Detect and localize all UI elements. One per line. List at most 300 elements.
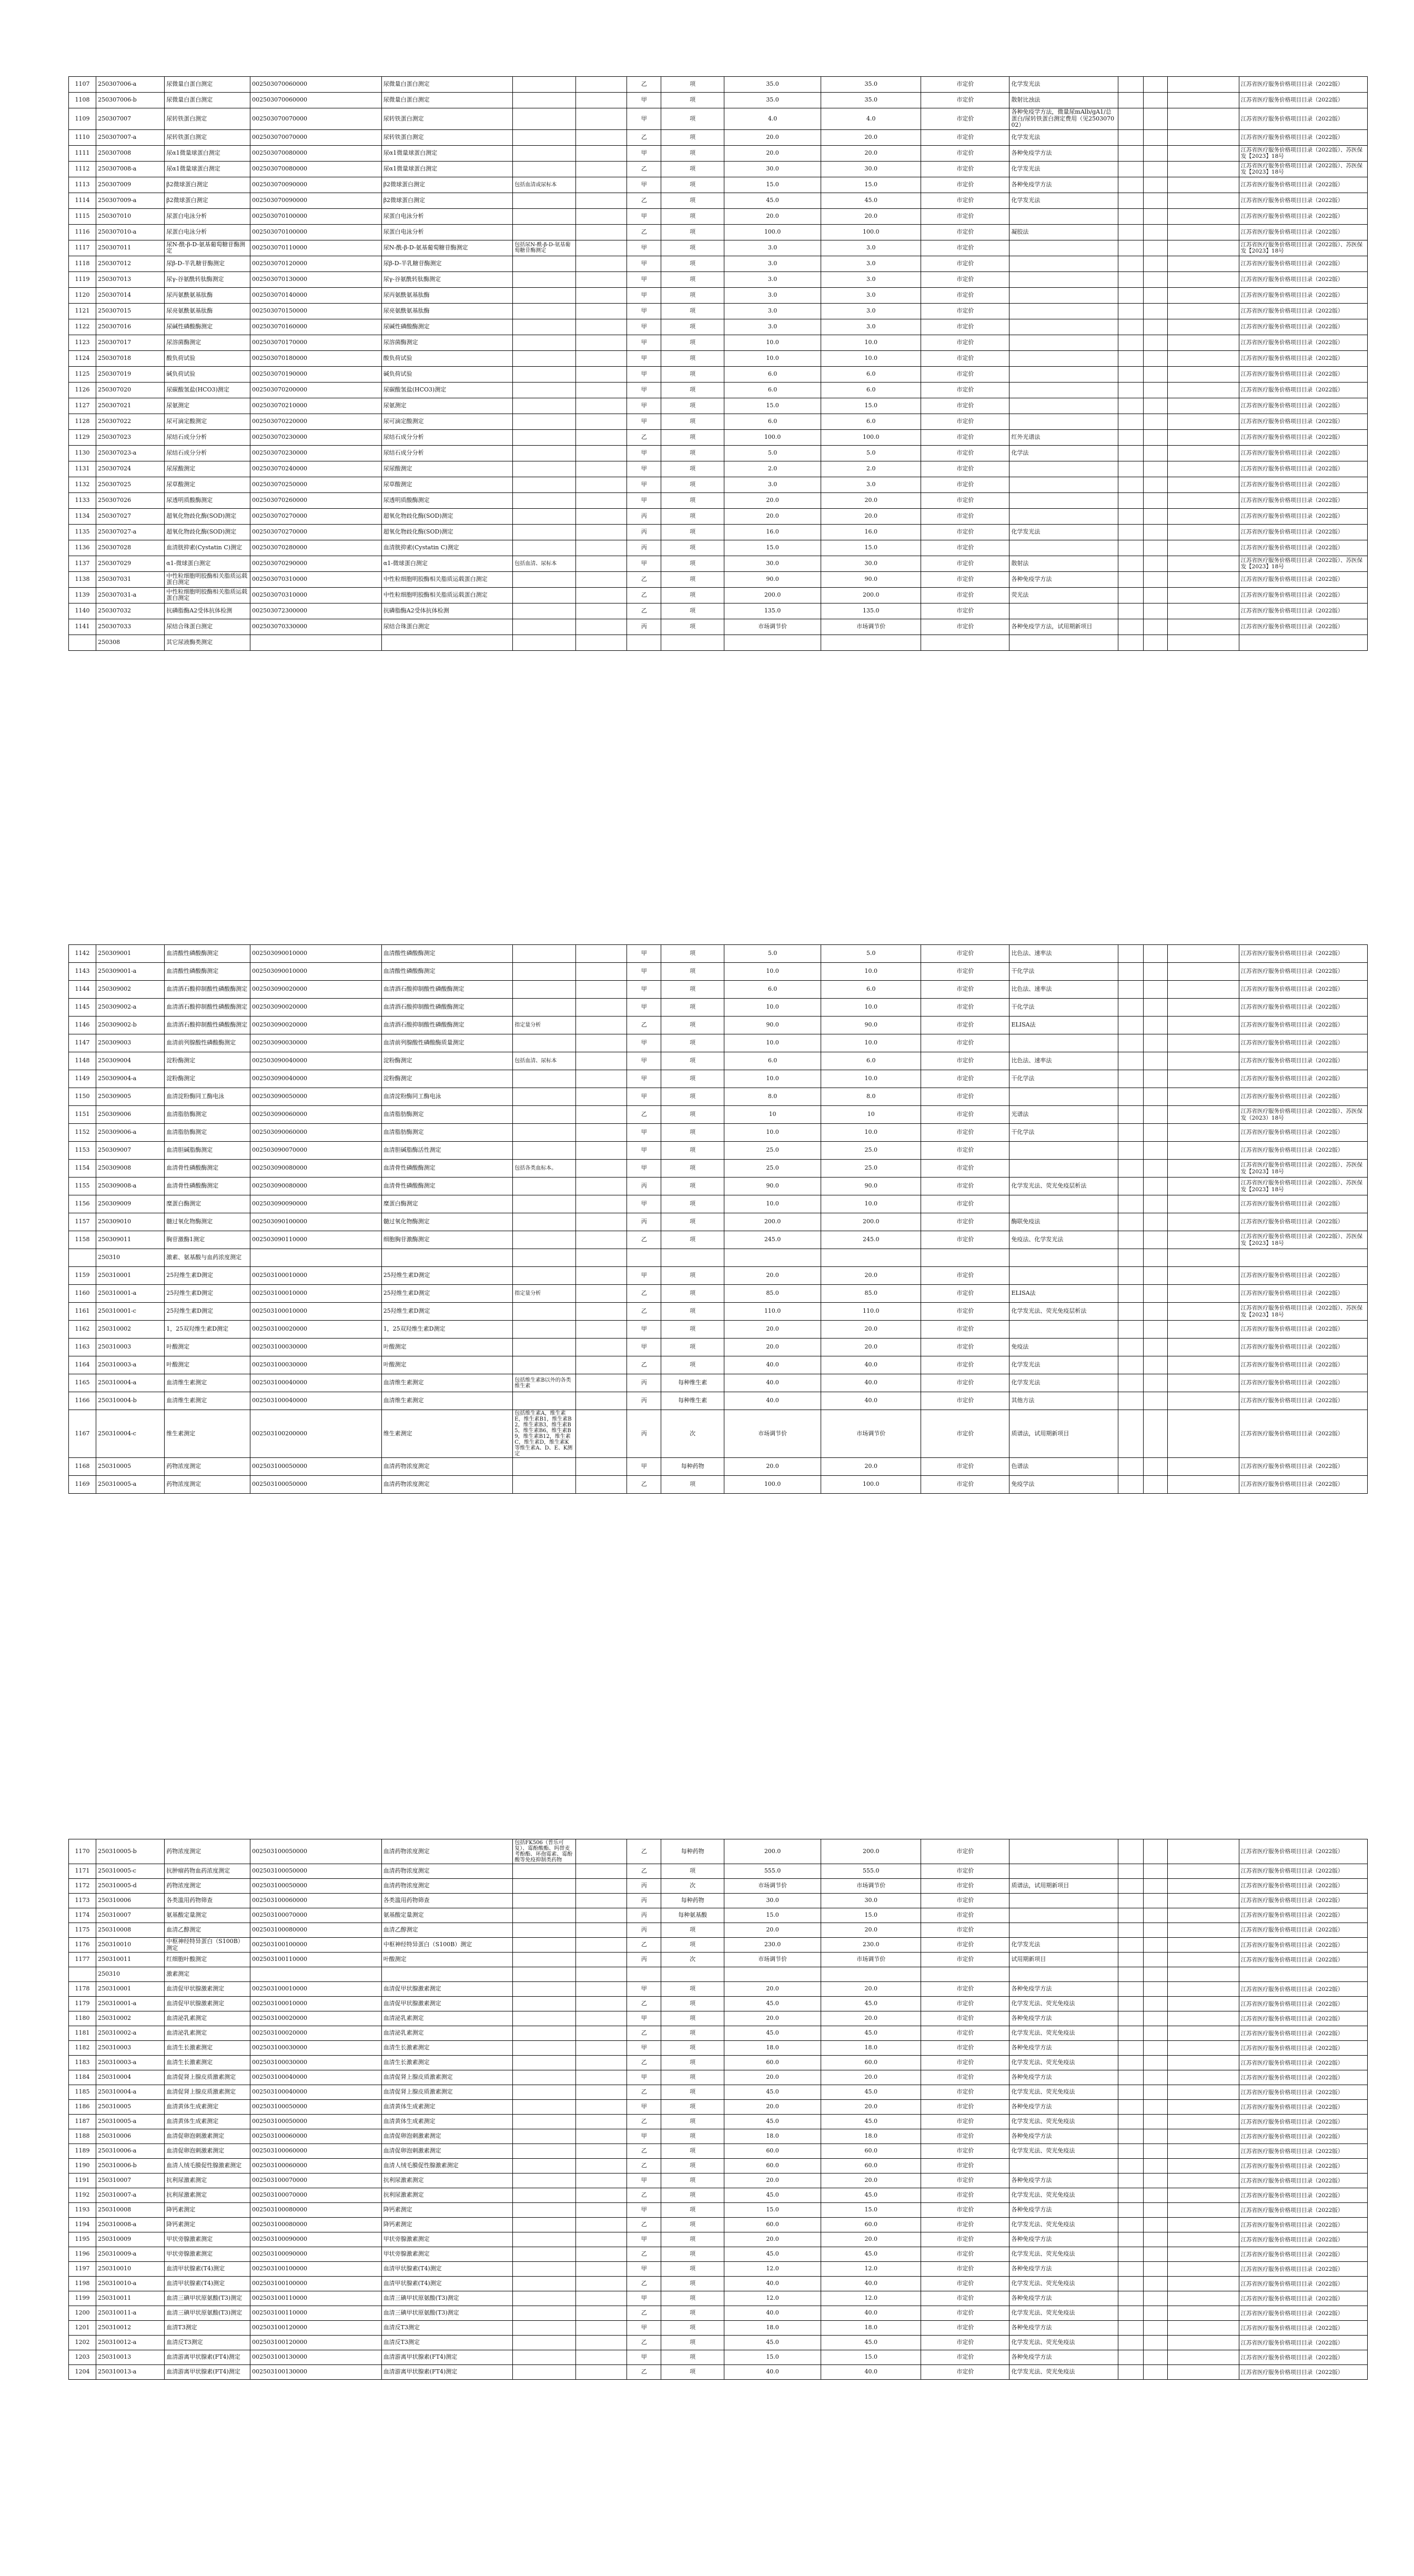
cell-nature: 市定价	[921, 524, 1009, 540]
cell-gap3	[1144, 1894, 1168, 1908]
cell-fee-code: 002503100040000	[250, 1374, 382, 1392]
cell-gap2	[1118, 2321, 1144, 2336]
cell-gap3	[1144, 1458, 1168, 1476]
cell-fee-code: 002503100100000	[250, 2277, 382, 2291]
cell-note	[513, 1231, 575, 1249]
cell-gap4	[1168, 1374, 1239, 1392]
cell-gap3	[1144, 1997, 1168, 2011]
cell-gap3	[1144, 2262, 1168, 2277]
table-row	[69, 429, 1368, 445]
cell-name: 血清促甲状腺激素测定	[165, 1997, 250, 2011]
cell-p1: 35.0	[724, 77, 821, 93]
cell-p2: 12.0	[821, 2291, 921, 2306]
table-row	[69, 571, 1368, 587]
cell-src: 江苏省医疗服务价格项目目录（2022版）	[1239, 2203, 1367, 2218]
cell-gap3	[1144, 414, 1168, 429]
cell-p1: 40.0	[724, 1392, 821, 1410]
cell-gap3	[1144, 635, 1168, 650]
cell-note	[513, 2336, 575, 2350]
cell-name: 降钙素测定	[165, 2218, 250, 2232]
cell-note	[513, 1249, 575, 1267]
cell-p1: 230.0	[724, 1938, 821, 1953]
cell-p1: 15.0	[724, 398, 821, 414]
cell-src: 江苏省医疗服务价格项目目录（2022版）	[1239, 571, 1367, 587]
cell-gap1	[575, 193, 627, 208]
cell-gap4	[1168, 1879, 1239, 1894]
cell-name: 药物浓度测定	[165, 1839, 250, 1864]
table-row	[69, 2115, 1368, 2129]
cell-src: 江苏省医疗服务价格项目目录（2022版）	[1239, 2159, 1367, 2174]
cell-method: 化学发光法、荧光免疫层析法	[1009, 1303, 1118, 1321]
cell-src: 江苏省医疗服务价格项目目录（2022版）	[1239, 2365, 1367, 2380]
cell-note	[513, 1106, 575, 1124]
table-row	[69, 1034, 1368, 1052]
cell-gap1	[575, 1195, 627, 1213]
cell-gap2	[1118, 619, 1144, 635]
cell-fee-code: 002503070100000	[250, 224, 382, 240]
cell-gap4	[1168, 445, 1239, 461]
cell-unit: 项	[661, 303, 724, 319]
cell-fee-code: 002503070180000	[250, 350, 382, 366]
cell-gap2	[1118, 1476, 1144, 1494]
cell-gap3	[1144, 256, 1168, 271]
cell-fee-code: 002503090020000	[250, 981, 382, 999]
cell-nature: 市定价	[921, 2041, 1009, 2056]
table-row	[69, 508, 1368, 524]
cell-method: 比色法、速率法	[1009, 945, 1118, 963]
cell-p1: 8.0	[724, 1088, 821, 1106]
cell-no: 1198	[69, 2277, 96, 2291]
cell-gap1	[575, 1017, 627, 1034]
cell-fee-code: 002503100050000	[250, 1839, 382, 1864]
cell-src: 江苏省医疗服务价格项目目录（2022版）	[1239, 77, 1367, 93]
cell-gap2	[1118, 1410, 1144, 1458]
cell-nature: 市定价	[921, 2011, 1009, 2026]
cell-no: 1134	[69, 508, 96, 524]
cell-src: 江苏省医疗服务价格项目目录（2022版）	[1239, 93, 1367, 108]
cell-no: 1147	[69, 1034, 96, 1052]
cell-fee-code: 002503070070000	[250, 129, 382, 145]
cell-gap3	[1144, 2277, 1168, 2291]
cell-unit: 项	[661, 1124, 724, 1142]
cell-no: 1136	[69, 540, 96, 556]
cell-p2: 200.0	[821, 1839, 921, 1864]
cell-name: 降钙素测定	[165, 2203, 250, 2218]
cell-no: 1195	[69, 2232, 96, 2247]
cell-gap1	[575, 2026, 627, 2041]
cell-gap2	[1118, 492, 1144, 508]
cell-no: 1130	[69, 445, 96, 461]
cell-fee-code: 002503100010000	[250, 1267, 382, 1285]
cell-p1: 10.0	[724, 999, 821, 1017]
cell-fee-name	[381, 1967, 513, 1982]
cell-gap3	[1144, 208, 1168, 224]
cell-type: 甲	[627, 2262, 661, 2277]
cell-fee-name: 尿蛋白电泳分析	[381, 224, 513, 240]
cell-no: 1197	[69, 2262, 96, 2277]
table-row	[69, 382, 1368, 398]
cell-p1: 45.0	[724, 193, 821, 208]
cell-gap4	[1168, 2159, 1239, 2174]
cell-fee-code: 002503100070000	[250, 2174, 382, 2188]
cell-nature: 市定价	[921, 1953, 1009, 1967]
cell-nature: 市定价	[921, 1124, 1009, 1142]
cell-name: 血清促卵泡刺激素测定	[165, 2144, 250, 2159]
cell-fee-code: 002503070130000	[250, 271, 382, 287]
cell-src: 江苏省医疗服务价格项目目录（2022版）	[1239, 1908, 1367, 1923]
cell-gap1	[575, 2115, 627, 2129]
cell-code: 250310006-a	[96, 2144, 165, 2159]
cell-code: 250310002-a	[96, 2026, 165, 2041]
cell-p2: 20.0	[821, 492, 921, 508]
cell-src: 江苏省医疗服务价格项目目录（2022版）	[1239, 193, 1367, 208]
cell-gap4	[1168, 256, 1239, 271]
cell-unit: 项	[661, 287, 724, 303]
cell-gap4	[1168, 477, 1239, 492]
table-row	[69, 1953, 1368, 1967]
cell-fee-code: 002503070270000	[250, 508, 382, 524]
cell-fee-name: 尿α1微量球蛋白测定	[381, 161, 513, 177]
cell-gap1	[575, 2321, 627, 2336]
price-table-block-1	[68, 76, 1368, 651]
cell-fee-code: 002503072300000	[250, 603, 382, 619]
cell-no: 1145	[69, 999, 96, 1017]
cell-gap3	[1144, 2218, 1168, 2232]
table-row	[69, 1124, 1368, 1142]
cell-no: 1132	[69, 477, 96, 492]
cell-method: 免疫法	[1009, 1339, 1118, 1356]
cell-gap4	[1168, 2188, 1239, 2203]
cell-gap2	[1118, 2159, 1144, 2174]
cell-gap3	[1144, 319, 1168, 335]
cell-method	[1009, 1923, 1118, 1938]
cell-p2: 20.0	[821, 1923, 921, 1938]
cell-gap1	[575, 414, 627, 429]
cell-name: 尿α1微量球蛋白测定	[165, 161, 250, 177]
cell-nature: 市定价	[921, 1195, 1009, 1213]
table-row	[69, 603, 1368, 619]
cell-type: 丙	[627, 1908, 661, 1923]
cell-nature: 市定价	[921, 2144, 1009, 2159]
cell-nature: 市定价	[921, 2291, 1009, 2306]
cell-src: 江苏省医疗服务价格项目目录（2022版）	[1239, 999, 1367, 1017]
cell-no: 1112	[69, 161, 96, 177]
cell-note	[513, 108, 575, 130]
cell-gap2	[1118, 2291, 1144, 2306]
cell-note: 包括血清、尿标本	[513, 1052, 575, 1070]
table-row	[69, 224, 1368, 240]
cell-src: 江苏省医疗服务价格项目目录（2022版）	[1239, 1953, 1367, 1967]
cell-code: 250310	[96, 1249, 165, 1267]
cell-gap4	[1168, 93, 1239, 108]
cell-gap4	[1168, 145, 1239, 161]
cell-code: 250310004	[96, 2070, 165, 2085]
cell-p2: 45.0	[821, 1997, 921, 2011]
cell-fee-name: 抗利尿激素测定	[381, 2174, 513, 2188]
cell-no: 1190	[69, 2159, 96, 2174]
cell-name: 抗磷脂酶A2受体抗体检测	[165, 603, 250, 619]
cell-fee-name: 血清骨性磷酸酶测定	[381, 1160, 513, 1178]
cell-no: 1177	[69, 1953, 96, 1967]
cell-gap2	[1118, 1879, 1144, 1894]
cell-p1: 10.0	[724, 335, 821, 350]
cell-p1: 110.0	[724, 1303, 821, 1321]
cell-method	[1009, 492, 1118, 508]
cell-name: 血清骨性磷酸酶测定	[165, 1160, 250, 1178]
cell-note	[513, 1178, 575, 1195]
cell-gap4	[1168, 945, 1239, 963]
table-row	[69, 1106, 1368, 1124]
cell-no: 1115	[69, 208, 96, 224]
cell-fee-name: 淀粉酶测定	[381, 1070, 513, 1088]
cell-src: 江苏省医疗服务价格项目目录（2022版）、苏医保发【2023】18号	[1239, 240, 1367, 256]
cell-code: 250307006-a	[96, 77, 165, 93]
cell-gap4	[1168, 571, 1239, 587]
cell-gap4	[1168, 1410, 1239, 1458]
cell-code: 250307009-a	[96, 193, 165, 208]
cell-name: 血清促肾上腺皮质激素测定	[165, 2085, 250, 2100]
cell-gap1	[575, 1938, 627, 1953]
cell-fee-name: 血清促卵泡刺激素测定	[381, 2144, 513, 2159]
cell-code: 250307011	[96, 240, 165, 256]
cell-gap3	[1144, 999, 1168, 1017]
cell-nature: 市定价	[921, 1392, 1009, 1410]
cell-gap2	[1118, 2070, 1144, 2085]
table-row	[69, 1894, 1368, 1908]
cell-method: 各种免疫学方法，微量尿mAlb/gA1/总蛋白/尿转铁蛋白测定费用（见250307002）	[1009, 108, 1118, 130]
cell-method: 化学发光法、荧光免疫法	[1009, 2365, 1118, 2380]
cell-src: 江苏省医疗服务价格项目目录（2022版）	[1239, 2174, 1367, 2188]
cell-name: 药物浓度测定	[165, 1476, 250, 1494]
cell-name: 尿氨测定	[165, 398, 250, 414]
cell-nature: 市定价	[921, 398, 1009, 414]
table-row	[69, 2100, 1368, 2115]
cell-gap4	[1168, 2174, 1239, 2188]
cell-fee-code	[250, 635, 382, 650]
cell-gap2	[1118, 1356, 1144, 1374]
cell-p2: 18.0	[821, 2321, 921, 2336]
cell-code: 250309008	[96, 1160, 165, 1178]
cell-gap3	[1144, 429, 1168, 445]
cell-code: 250310011	[96, 1953, 165, 1967]
cell-src: 江苏省医疗服务价格项目目录（2022版）	[1239, 1142, 1367, 1160]
cell-no: 1129	[69, 429, 96, 445]
cell-method	[1009, 540, 1118, 556]
cell-fee-name: 尿结石成分分析	[381, 429, 513, 445]
cell-p1: 90.0	[724, 571, 821, 587]
cell-gap1	[575, 2174, 627, 2188]
cell-gap1	[575, 492, 627, 508]
cell-p1: 30.0	[724, 556, 821, 571]
cell-type: 甲	[627, 335, 661, 350]
cell-nature: 市定价	[921, 145, 1009, 161]
cell-fee-name: 碱负荷试验	[381, 366, 513, 382]
cell-nature: 市定价	[921, 2188, 1009, 2203]
cell-fee-name: 血清反T3测定	[381, 2321, 513, 2336]
cell-src: 江苏省医疗服务价格项目目录（2022版）	[1239, 350, 1367, 366]
cell-type: 甲	[627, 999, 661, 1017]
cell-gap1	[575, 303, 627, 319]
cell-gap2	[1118, 461, 1144, 477]
cell-unit: 项	[661, 2247, 724, 2262]
table-row	[69, 1356, 1368, 1374]
cell-name: 血清胱抑素(Cystatin C)测定	[165, 540, 250, 556]
cell-gap3	[1144, 1052, 1168, 1070]
cell-gap4	[1168, 2203, 1239, 2218]
cell-gap2	[1118, 177, 1144, 193]
cell-p2: 18.0	[821, 2041, 921, 2056]
cell-unit: 项	[661, 2100, 724, 2115]
cell-p1: 12.0	[724, 2291, 821, 2306]
cell-no: 1189	[69, 2144, 96, 2159]
cell-gap1	[575, 1839, 627, 1864]
cell-src: 江苏省医疗服务价格项目目录（2022版）	[1239, 2115, 1367, 2129]
cell-method: 各种免疫学方法	[1009, 2100, 1118, 2115]
cell-method: 化学发光法、荧光免疫法	[1009, 2188, 1118, 2203]
cell-fee-name: 尿结石成分分析	[381, 445, 513, 461]
cell-gap2	[1118, 1106, 1144, 1124]
cell-no: 1160	[69, 1285, 96, 1303]
cell-nature: 市定价	[921, 1034, 1009, 1052]
cell-fee-name: 尿溶菌酶测定	[381, 335, 513, 350]
cell-gap4	[1168, 414, 1239, 429]
cell-no: 1116	[69, 224, 96, 240]
cell-name: 血清泌乳素测定	[165, 2026, 250, 2041]
cell-code: 250307010	[96, 208, 165, 224]
cell-note	[513, 1953, 575, 1967]
cell-fee-code: 002503100050000	[250, 1458, 382, 1476]
cell-type: 乙	[627, 2144, 661, 2159]
cell-note	[513, 161, 575, 177]
cell-nature: 市定价	[921, 193, 1009, 208]
cell-fee-code: 002503090080000	[250, 1160, 382, 1178]
cell-method	[1009, 382, 1118, 398]
cell-p2: 20.0	[821, 1982, 921, 1997]
cell-type: 甲	[627, 93, 661, 108]
cell-gap3	[1144, 240, 1168, 256]
cell-fee-code: 002503100100000	[250, 2262, 382, 2277]
cell-p1: 20.0	[724, 2232, 821, 2247]
cell-p1: 5.0	[724, 445, 821, 461]
cell-nature: 市定价	[921, 540, 1009, 556]
cell-method	[1009, 508, 1118, 524]
cell-code: 250307026	[96, 492, 165, 508]
cell-gap3	[1144, 1178, 1168, 1195]
cell-no: 1185	[69, 2085, 96, 2100]
cell-fee-name: 血清三碘甲状原氨酸(T3)测定	[381, 2291, 513, 2306]
price-table-block-3	[68, 1839, 1368, 2380]
cell-note	[513, 2129, 575, 2144]
cell-type: 丙	[627, 524, 661, 540]
cell-p2: 2.0	[821, 461, 921, 477]
table-row	[69, 981, 1368, 999]
cell-code: 250307027	[96, 508, 165, 524]
cell-type: 乙	[627, 1231, 661, 1249]
cell-note	[513, 319, 575, 335]
cell-no: 1196	[69, 2247, 96, 2262]
cell-type: 乙	[627, 2218, 661, 2232]
cell-gap1	[575, 398, 627, 414]
cell-p2: 15.0	[821, 540, 921, 556]
cell-p2: 市场调节价	[821, 1410, 921, 1458]
cell-p2: 3.0	[821, 240, 921, 256]
cell-gap2	[1118, 1303, 1144, 1321]
cell-p2: 20.0	[821, 2174, 921, 2188]
cell-gap3	[1144, 161, 1168, 177]
cell-type: 甲	[627, 2291, 661, 2306]
cell-method: 各种免疫学方法	[1009, 2174, 1118, 2188]
cell-type: 甲	[627, 145, 661, 161]
cell-fee-code: 002503100050000	[250, 1476, 382, 1494]
cell-fee-code: 002503090110000	[250, 1231, 382, 1249]
cell-p2: 45.0	[821, 2085, 921, 2100]
cell-p2: 35.0	[821, 77, 921, 93]
cell-gap3	[1144, 571, 1168, 587]
cell-method	[1009, 414, 1118, 429]
cell-note	[513, 2041, 575, 2056]
cell-no: 1125	[69, 366, 96, 382]
table-row	[69, 335, 1368, 350]
cell-fee-code: 002503100060000	[250, 1894, 382, 1908]
cell-fee-name: 血清黄体生成素测定	[381, 2115, 513, 2129]
cell-p1: 45.0	[724, 2026, 821, 2041]
cell-p1: 100.0	[724, 224, 821, 240]
cell-type: 甲	[627, 1339, 661, 1356]
cell-code: 250309001-a	[96, 963, 165, 981]
cell-gap1	[575, 224, 627, 240]
cell-p1: 20.0	[724, 129, 821, 145]
cell-fee-name: 血清甲状腺素(T4)测定	[381, 2277, 513, 2291]
cell-gap3	[1144, 193, 1168, 208]
cell-gap1	[575, 1034, 627, 1052]
cell-src: 江苏省医疗服务价格项目目录（2022版）	[1239, 445, 1367, 461]
cell-fee-name: 血清胆碱脂酶活性测定	[381, 1142, 513, 1160]
cell-code: 250310007	[96, 2174, 165, 2188]
cell-code: 250310005-c	[96, 1864, 165, 1879]
cell-nature: 市定价	[921, 1339, 1009, 1356]
cell-nature: 市定价	[921, 2247, 1009, 2262]
table-row	[69, 1458, 1368, 1476]
cell-method	[1009, 240, 1118, 256]
cell-type: 乙	[627, 1017, 661, 1034]
cell-nature: 市定价	[921, 1267, 1009, 1285]
cell-gap2	[1118, 287, 1144, 303]
table-row	[69, 2247, 1368, 2262]
cell-code: 250310007	[96, 1908, 165, 1923]
cell-gap4	[1168, 161, 1239, 177]
cell-note	[513, 1392, 575, 1410]
cell-nature: 市定价	[921, 2336, 1009, 2350]
cell-gap1	[575, 1997, 627, 2011]
cell-type: 丙	[627, 1374, 661, 1392]
cell-fee-code: 002503100020000	[250, 2011, 382, 2026]
cell-fee-name: 血清维生素测定	[381, 1374, 513, 1392]
cell-code: 250309003	[96, 1034, 165, 1052]
cell-nature: 市定价	[921, 1894, 1009, 1908]
cell-unit: 项	[661, 477, 724, 492]
cell-no: 1159	[69, 1267, 96, 1285]
cell-p1: 2.0	[724, 461, 821, 477]
cell-nature: 市定价	[921, 2277, 1009, 2291]
cell-nature: 市定价	[921, 271, 1009, 287]
cell-method: 各种免疫学方法	[1009, 177, 1118, 193]
cell-method: ELISA法	[1009, 1285, 1118, 1303]
cell-name: 红细胞叶酸测定	[165, 1953, 250, 1967]
table-row	[69, 1249, 1368, 1267]
cell-p2: 15.0	[821, 2350, 921, 2365]
cell-type	[627, 635, 661, 650]
cell-type: 甲	[627, 271, 661, 287]
